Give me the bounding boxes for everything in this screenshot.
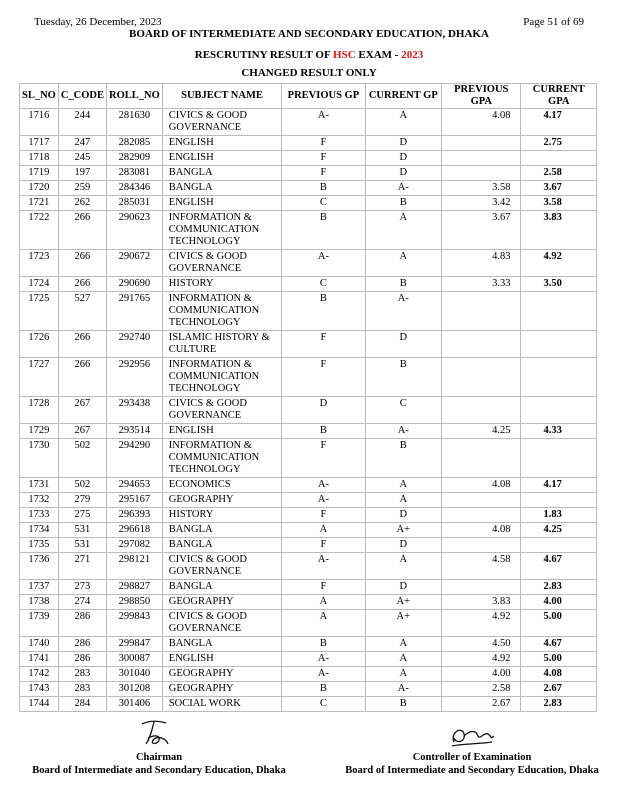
cell-sl-no: 1740 [20,637,59,652]
table-row [20,523,597,538]
cell-c-code: 284 [58,697,106,712]
column-header: CURRENT GP [365,84,441,109]
cell-previous-gpa [442,136,521,151]
table-row [20,292,597,331]
table-row [20,493,597,508]
cell-c-code: 271 [58,553,106,580]
chairman-block [24,751,294,777]
cell-current-gp: B [365,358,441,397]
cell-c-code: 275 [58,508,106,523]
cell-c-code: 274 [58,595,106,610]
column-header: PREVIOUS GPA [442,84,521,109]
cell-previous-gpa [442,538,521,553]
cell-previous-gp: B [282,682,365,697]
table-row [20,211,597,250]
cell-current-gp: A [365,211,441,250]
cell-previous-gp: C [282,277,365,292]
cell-roll-no: 290690 [107,277,163,292]
cell-roll-no: 298827 [107,580,163,595]
cell-previous-gpa [442,580,521,595]
cell-current-gp: A [365,250,441,277]
cell-current-gp: A [365,553,441,580]
cell-current-gpa [521,397,597,424]
cell-previous-gp: A- [282,250,365,277]
cell-current-gp: A [365,493,441,508]
cell-current-gp: A- [365,181,441,196]
cell-current-gp: D [365,151,441,166]
cell-roll-no: 292740 [107,331,163,358]
cell-sl-no: 1730 [20,439,59,478]
cell-sl-no: 1718 [20,151,59,166]
cell-current-gpa [521,292,597,331]
cell-current-gp: D [365,136,441,151]
cell-roll-no: 301406 [107,697,163,712]
cell-sl-no: 1742 [20,667,59,682]
cell-current-gpa: 3.83 [521,211,597,250]
cell-subject: ENGLISH [162,424,281,439]
cell-roll-no: 295167 [107,493,163,508]
cell-previous-gpa [442,493,521,508]
cell-roll-no: 296393 [107,508,163,523]
cell-subject: INFORMATION & COMMUNICATION TECHNOLOGY [162,439,281,478]
cell-sl-no: 1733 [20,508,59,523]
table-row [20,358,597,397]
cell-previous-gp: F [282,331,365,358]
cell-previous-gp: C [282,196,365,211]
table-row [20,277,597,292]
cell-roll-no: 299847 [107,637,163,652]
cell-previous-gp: F [282,151,365,166]
cell-subject: BANGLA [162,637,281,652]
cell-sl-no: 1726 [20,331,59,358]
column-header: CURRENT GPA [521,84,597,109]
cell-current-gpa: 2.67 [521,682,597,697]
cell-previous-gpa: 4.08 [442,478,521,493]
table-row [20,652,597,667]
cell-subject: ENGLISH [162,136,281,151]
cell-current-gpa: 4.92 [521,250,597,277]
cell-current-gp: A [365,637,441,652]
cell-sl-no: 1735 [20,538,59,553]
cell-current-gp: B [365,277,441,292]
cell-c-code: 266 [58,250,106,277]
cell-current-gpa [521,493,597,508]
cell-sl-no: 1736 [20,553,59,580]
cell-roll-no: 294653 [107,478,163,493]
cell-c-code: 267 [58,397,106,424]
cell-previous-gpa [442,508,521,523]
cell-previous-gp: A- [282,553,365,580]
table-row [20,508,597,523]
cell-c-code: 531 [58,538,106,553]
cell-previous-gpa: 3.67 [442,211,521,250]
cell-current-gpa: 4.00 [521,595,597,610]
cell-sl-no: 1724 [20,277,59,292]
cell-current-gp: B [365,196,441,211]
table-row [20,538,597,553]
table-row [20,580,597,595]
cell-previous-gp: A- [282,652,365,667]
cell-current-gp: D [365,580,441,595]
cell-previous-gpa [442,439,521,478]
cell-sl-no: 1741 [20,652,59,667]
cell-current-gpa: 2.83 [521,697,597,712]
cell-c-code: 273 [58,580,106,595]
cell-previous-gp: F [282,166,365,181]
cell-current-gp: A- [365,424,441,439]
cell-sl-no: 1731 [20,478,59,493]
result-table [19,83,597,712]
cell-c-code: 245 [58,151,106,166]
exam-year: 2023 [401,49,424,61]
cell-current-gp: B [365,697,441,712]
cell-sl-no: 1717 [20,136,59,151]
chairman-org: Board of Intermediate and Secondary Education, Dhaka [32,765,286,776]
cell-roll-no: 285031 [107,196,163,211]
cell-roll-no: 298121 [107,553,163,580]
cell-current-gpa [521,439,597,478]
cell-sl-no: 1725 [20,292,59,331]
column-header: PREVIOUS GP [282,84,365,109]
cell-current-gpa: 2.83 [521,580,597,595]
cell-roll-no: 292956 [107,358,163,397]
cell-previous-gp: B [282,637,365,652]
cell-subject: BANGLA [162,523,281,538]
controller-signature-icon [448,722,496,748]
table-row [20,697,597,712]
table-row [20,136,597,151]
cell-current-gpa: 4.67 [521,637,597,652]
cell-previous-gpa: 4.92 [442,610,521,637]
cell-previous-gp: A- [282,478,365,493]
table-body [20,109,597,712]
cell-c-code: 527 [58,292,106,331]
cell-c-code: 286 [58,652,106,667]
cell-previous-gp: B [282,424,365,439]
cell-roll-no: 299843 [107,610,163,637]
cell-sl-no: 1719 [20,166,59,181]
cell-sl-no: 1739 [20,610,59,637]
cell-current-gp: A [365,478,441,493]
table-row [20,478,597,493]
cell-subject: GEOGRAPHY [162,667,281,682]
cell-c-code: 266 [58,277,106,292]
table-row [20,196,597,211]
cell-c-code: 502 [58,439,106,478]
cell-current-gpa [521,151,597,166]
controller-block [342,751,602,777]
table-row [20,397,597,424]
table-row [20,610,597,637]
board-name: BOARD OF INTERMEDIATE AND SECONDARY EDUCATION, DHAKA [129,28,489,40]
cell-current-gpa: 4.33 [521,424,597,439]
cell-subject: SOCIAL WORK [162,697,281,712]
cell-current-gp: D [365,538,441,553]
cell-subject: CIVICS & GOOD GOVERNANCE [162,397,281,424]
cell-previous-gp: A [282,595,365,610]
cell-c-code: 266 [58,358,106,397]
cell-previous-gpa: 4.58 [442,553,521,580]
cell-previous-gp: D [282,397,365,424]
table-row [20,181,597,196]
cell-current-gpa: 5.00 [521,652,597,667]
cell-sl-no: 1727 [20,358,59,397]
cell-current-gpa: 5.00 [521,610,597,637]
result-subtitle: CHANGED RESULT ONLY [241,67,377,79]
cell-previous-gpa: 4.50 [442,637,521,652]
cell-current-gpa: 2.58 [521,166,597,181]
cell-subject: INFORMATION & COMMUNICATION TECHNOLOGY [162,358,281,397]
cell-current-gpa: 3.67 [521,181,597,196]
cell-sl-no: 1721 [20,196,59,211]
cell-roll-no: 301040 [107,667,163,682]
cell-previous-gp: A [282,523,365,538]
cell-subject: CIVICS & GOOD GOVERNANCE [162,109,281,136]
cell-subject: CIVICS & GOOD GOVERNANCE [162,610,281,637]
column-header: ROLL_NO [107,84,163,109]
cell-c-code: 283 [58,667,106,682]
table-row [20,151,597,166]
cell-current-gpa: 4.17 [521,109,597,136]
cell-current-gp: A+ [365,523,441,538]
cell-c-code: 279 [58,493,106,508]
cell-c-code: 502 [58,478,106,493]
cell-roll-no: 296618 [107,523,163,538]
table-row [20,250,597,277]
cell-roll-no: 297082 [107,538,163,553]
table-row [20,553,597,580]
cell-subject: GEOGRAPHY [162,493,281,508]
cell-c-code: 266 [58,211,106,250]
cell-sl-no: 1743 [20,682,59,697]
cell-current-gp: C [365,397,441,424]
cell-subject: ENGLISH [162,151,281,166]
cell-current-gp: A- [365,292,441,331]
cell-roll-no: 284346 [107,181,163,196]
table-row [20,439,597,478]
cell-previous-gpa: 2.58 [442,682,521,697]
cell-current-gpa: 4.17 [521,478,597,493]
cell-previous-gpa [442,166,521,181]
cell-roll-no: 290672 [107,250,163,277]
cell-subject: BANGLA [162,538,281,553]
cell-c-code: 531 [58,523,106,538]
table-row [20,109,597,136]
cell-sl-no: 1738 [20,595,59,610]
cell-previous-gp: F [282,136,365,151]
table-row [20,595,597,610]
cell-current-gp: A [365,652,441,667]
cell-previous-gpa: 3.42 [442,196,521,211]
cell-subject: ECONOMICS [162,478,281,493]
table-row [20,682,597,697]
table-row [20,667,597,682]
cell-sl-no: 1734 [20,523,59,538]
cell-subject: ISLAMIC HISTORY & CULTURE [162,331,281,358]
cell-previous-gpa: 4.92 [442,652,521,667]
cell-previous-gp: F [282,439,365,478]
cell-sl-no: 1737 [20,580,59,595]
cell-roll-no: 294290 [107,439,163,478]
cell-previous-gpa [442,151,521,166]
table-header-row [20,84,597,109]
cell-roll-no: 281630 [107,109,163,136]
cell-previous-gp: F [282,508,365,523]
controller-title: Controller of Examination [412,752,532,763]
cell-previous-gp: F [282,538,365,553]
cell-previous-gpa: 3.33 [442,277,521,292]
cell-subject: CIVICS & GOOD GOVERNANCE [162,553,281,580]
cell-c-code: 266 [58,331,106,358]
cell-current-gp: A [365,109,441,136]
controller-org: Board of Intermediate and Secondary Education, Dhaka [345,765,599,776]
cell-c-code: 247 [58,136,106,151]
cell-previous-gpa: 4.25 [442,424,521,439]
cell-sl-no: 1723 [20,250,59,277]
cell-previous-gp: A- [282,493,365,508]
cell-current-gpa [521,538,597,553]
cell-c-code: 197 [58,166,106,181]
cell-sl-no: 1728 [20,397,59,424]
cell-subject: ENGLISH [162,196,281,211]
cell-subject: INFORMATION & COMMUNICATION TECHNOLOGY [162,211,281,250]
cell-subject: GEOGRAPHY [162,682,281,697]
cell-previous-gpa: 2.67 [442,697,521,712]
cell-previous-gpa [442,292,521,331]
title-prefix: RESCRUTINY RESULT OF [194,49,334,61]
cell-current-gp: A+ [365,595,441,610]
cell-roll-no: 300087 [107,652,163,667]
cell-sl-no: 1744 [20,697,59,712]
cell-subject: HISTORY [162,277,281,292]
cell-previous-gpa: 4.08 [442,109,521,136]
table-row [20,331,597,358]
cell-previous-gpa: 4.08 [442,523,521,538]
cell-previous-gp: A- [282,667,365,682]
cell-current-gp: A+ [365,610,441,637]
cell-previous-gp: A- [282,109,365,136]
cell-subject: BANGLA [162,181,281,196]
column-header: SL_NO [20,84,59,109]
print-date: Tuesday, 26 December, 2023 [34,16,162,28]
cell-roll-no: 301208 [107,682,163,697]
cell-subject: CIVICS & GOOD GOVERNANCE [162,250,281,277]
chairman-title: Chairman [135,752,183,763]
page-number: Page 51 of 69 [523,16,584,28]
cell-current-gp: D [365,508,441,523]
cell-roll-no: 282909 [107,151,163,166]
cell-c-code: 267 [58,424,106,439]
column-header: C_CODE [58,84,106,109]
cell-previous-gp: F [282,358,365,397]
cell-c-code: 262 [58,196,106,211]
cell-previous-gpa: 3.58 [442,181,521,196]
cell-c-code: 286 [58,610,106,637]
cell-current-gpa: 1.83 [521,508,597,523]
cell-roll-no: 293438 [107,397,163,424]
cell-previous-gp: B [282,292,365,331]
cell-previous-gp: C [282,697,365,712]
cell-roll-no: 291765 [107,292,163,331]
cell-current-gpa: 3.50 [521,277,597,292]
column-header: SUBJECT NAME [162,84,281,109]
cell-previous-gp: B [282,181,365,196]
cell-roll-no: 283081 [107,166,163,181]
cell-previous-gpa: 4.83 [442,250,521,277]
cell-c-code: 286 [58,637,106,652]
cell-current-gp: D [365,331,441,358]
cell-current-gpa [521,331,597,358]
cell-subject: HISTORY [162,508,281,523]
cell-current-gpa [521,358,597,397]
cell-subject: BANGLA [162,580,281,595]
cell-roll-no: 298850 [107,595,163,610]
title-mid: EXAM - [355,49,402,61]
cell-sl-no: 1729 [20,424,59,439]
cell-subject: ENGLISH [162,652,281,667]
cell-c-code: 259 [58,181,106,196]
cell-previous-gp: B [282,211,365,250]
cell-previous-gpa: 4.00 [442,667,521,682]
cell-sl-no: 1732 [20,493,59,508]
cell-current-gp: A- [365,682,441,697]
cell-c-code: 283 [58,682,106,697]
cell-previous-gp: F [282,580,365,595]
cell-current-gpa: 2.75 [521,136,597,151]
cell-roll-no: 293514 [107,424,163,439]
cell-current-gpa: 4.08 [521,667,597,682]
cell-current-gp: D [365,166,441,181]
cell-sl-no: 1716 [20,109,59,136]
cell-roll-no: 290623 [107,211,163,250]
cell-current-gp: A [365,667,441,682]
result-title [0,49,618,61]
table-row [20,166,597,181]
cell-previous-gpa [442,397,521,424]
chairman-signature-icon [138,718,172,746]
cell-previous-gp: A [282,610,365,637]
cell-subject: GEOGRAPHY [162,595,281,610]
cell-sl-no: 1722 [20,211,59,250]
table-row [20,424,597,439]
cell-current-gpa: 3.58 [521,196,597,211]
cell-sl-no: 1720 [20,181,59,196]
table-row [20,637,597,652]
cell-subject: BANGLA [162,166,281,181]
cell-previous-gpa [442,331,521,358]
cell-subject: INFORMATION & COMMUNICATION TECHNOLOGY [162,292,281,331]
cell-previous-gpa [442,358,521,397]
cell-current-gp: B [365,439,441,478]
cell-roll-no: 282085 [107,136,163,151]
exam-name: HSC [333,49,356,61]
cell-c-code: 244 [58,109,106,136]
cell-current-gpa: 4.67 [521,553,597,580]
cell-previous-gpa: 3.83 [442,595,521,610]
cell-current-gpa: 4.25 [521,523,597,538]
